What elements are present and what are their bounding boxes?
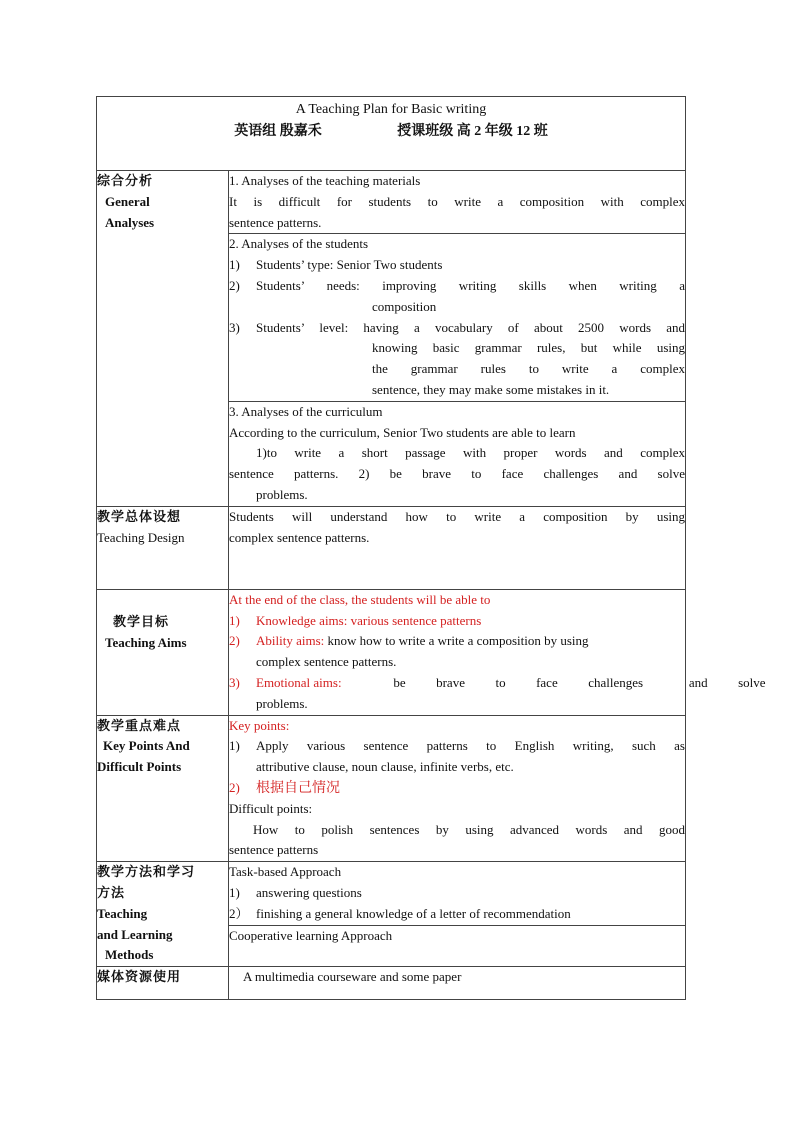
media-label-zh: 媒体资源使用 (97, 969, 182, 985)
coop-approach-text: Cooperative learning Approach (229, 927, 393, 943)
design-line-2: complex sentence patterns. (229, 529, 370, 545)
curriculum-line-2: 1)to write a short passage with proper words and complex (256, 445, 685, 461)
students-item-2 (229, 276, 685, 297)
keypoints-row (97, 715, 686, 862)
keypoints-label: Key points: (229, 717, 290, 733)
keypoints-item-2-text: 根据自己情况 (256, 779, 340, 796)
keypoints-item-1 (229, 736, 685, 757)
aims-intro: At the end of the class, the students will be able to (229, 591, 491, 607)
media-row (97, 967, 686, 1000)
analyses-label-en-2: Analyses (105, 214, 155, 230)
methods-label-en-1: Teaching (97, 905, 148, 921)
teacher-group: 英语组 殷嘉禾 (234, 123, 322, 139)
aims-label-zh: 教学目标 (113, 613, 170, 629)
aims-item-2 (229, 631, 685, 652)
coop-approach-cell (229, 925, 686, 966)
header-cell (97, 97, 686, 171)
aims-item-3-num: 3) (229, 674, 240, 690)
task-approach-cell (229, 862, 686, 926)
keypoints-item-1-num: 1) (229, 738, 240, 754)
aims-label-cell (97, 589, 229, 715)
students-item-3 (229, 318, 685, 339)
aims-item-1-num: 1) (229, 612, 240, 628)
students-heading: 2. Analyses of the students (229, 236, 369, 252)
students-item-2-text: Students’ needs: improving writing skills when writing a (256, 277, 685, 293)
design-label-zh: 教学总体设想 (97, 508, 182, 524)
task-item-1-num: 1) (229, 884, 240, 900)
task-item-2-text: finishing a general knowledge of a letter of recommendation (256, 905, 571, 921)
media-cell (229, 967, 686, 1000)
methods-label-zh-2: 方法 (97, 884, 126, 900)
design-line-1: Students will understand how to write a composition by using (229, 508, 685, 524)
students-cell (229, 234, 686, 401)
curriculum-line-3: sentence patterns. 2) be brave to face challenges and solve (229, 466, 685, 482)
difficult-line-2: sentence patterns (229, 842, 319, 858)
difficult-line-1: How to polish sentences by using advanced words and good (253, 821, 685, 837)
design-label-cell (97, 506, 229, 589)
students-item-2-cont: composition (372, 298, 437, 314)
students-item-3-cont-1: knowing basic grammar rules, but while using (372, 340, 685, 356)
keypoints-label-zh: 教学重点难点 (97, 717, 182, 733)
methods-row-task (97, 862, 686, 926)
task-item-1 (229, 883, 685, 904)
analyses-label-cell (97, 171, 229, 507)
methods-label-en-3: Methods (105, 947, 154, 963)
media-text: A multimedia courseware and some paper (243, 969, 462, 985)
students-item-3-cont-2: the grammar rules to write a complex (372, 361, 685, 377)
analyses-label-zh: 综合分析 (97, 173, 154, 188)
aims-item-2-text: know how to write a write a composition by using (327, 633, 589, 649)
aims-item-2-cont: complex sentence patterns. (256, 654, 397, 670)
design-label-en: Teaching Design (97, 529, 185, 545)
task-approach-title: Task-based Approach (229, 864, 342, 880)
keypoints-cell (229, 715, 686, 862)
students-item-1-num: 1) (229, 257, 240, 273)
aims-cell (229, 589, 766, 715)
document-title: A Teaching Plan for Basic writing (295, 102, 487, 117)
materials-heading: 1. Analyses of the teaching materials (229, 173, 421, 188)
difficult-points-label: Difficult points: (229, 800, 313, 816)
keypoints-item-2-num: 2) (229, 779, 240, 795)
aims-item-2-label: Ability aims: (256, 633, 328, 649)
materials-cell (229, 171, 686, 234)
curriculum-line-4: problems. (256, 486, 308, 502)
aims-row (97, 589, 686, 715)
students-item-1-text: Students’ type: Senior Two students (256, 257, 443, 273)
keypoints-item-1-cont: attributive clause, noun clause, infinite verbs, etc. (256, 759, 514, 775)
keypoints-label-en-1: Key Points And (103, 738, 190, 754)
curriculum-line-1: According to the curriculum, Senior Two students are able to learn (229, 424, 576, 440)
students-item-1 (229, 255, 685, 276)
header-row (97, 97, 686, 171)
keypoints-label-en-2: Difficult Points (97, 759, 182, 775)
keypoints-item-1-text: Apply various sentence patterns to English writing, such as (256, 738, 685, 754)
aims-label-en: Teaching Aims (105, 634, 187, 650)
header-subline (97, 122, 685, 143)
class-info: 授课班级 高 2 年级 12 班 (397, 123, 548, 139)
aims-item-3-label: Emotional aims: (256, 674, 345, 690)
materials-line-1: It is difficult for students to write a composition with complex (229, 193, 685, 209)
materials-line-2: sentence patterns. (229, 214, 322, 230)
aims-item-1 (229, 611, 685, 632)
aims-item-1-text: Knowledge aims: various sentence patterns (256, 612, 482, 628)
students-item-3-cont-3: sentence, they may make some mistakes in it. (372, 381, 610, 397)
students-item-2-num: 2) (229, 277, 240, 293)
keypoints-label-cell (97, 715, 229, 862)
aims-item-3-cont: problems. (256, 695, 308, 711)
task-item-2-num: 2） (229, 905, 249, 921)
methods-label-zh-1: 教学方法和学习 (97, 864, 196, 880)
curriculum-cell (229, 401, 686, 506)
task-item-1-text: answering questions (256, 884, 362, 900)
media-label-cell (97, 967, 229, 1000)
teaching-plan-document (96, 96, 766, 1000)
teaching-plan-table (96, 96, 766, 1000)
task-item-2 (229, 904, 685, 925)
methods-label-cell (97, 862, 229, 967)
curriculum-heading: 3. Analyses of the curriculum (229, 403, 383, 419)
keypoints-item-2 (229, 778, 685, 799)
students-item-3-text: Students’ level: having a vocabulary of about 2500 words and (256, 319, 685, 335)
students-item-3-num: 3) (229, 319, 240, 335)
analyses-label-en-1: General (105, 193, 150, 209)
methods-label-en-2: and Learning (97, 926, 173, 942)
design-cell (229, 506, 686, 589)
design-row (97, 506, 686, 589)
aims-item-3 (229, 673, 766, 694)
aims-item-3-text: be brave to face challenges and solve (362, 674, 766, 690)
aims-item-2-num: 2) (229, 633, 240, 649)
analyses-row-materials (97, 171, 686, 234)
